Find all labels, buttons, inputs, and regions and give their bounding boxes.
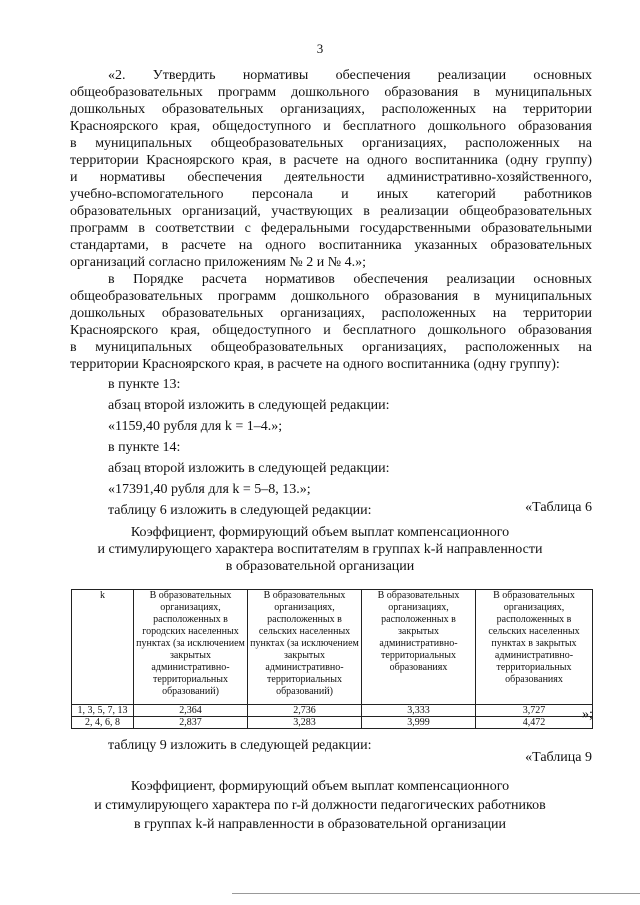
table9-title-line-1: Коэффициент, формирующий объем выплат компенсационного xyxy=(130,779,510,794)
table6-label: «Таблица 6 xyxy=(525,500,592,515)
para2-line-6: территории Красноярского края, в расчете на одного воспитанника (одну группу): xyxy=(70,357,560,372)
para1-line-7: и нормативы обеспечения деятельности административно-хозяйственного, xyxy=(70,170,592,185)
edit-line-7: таблицу 6 изложить в следующей редакции: xyxy=(108,503,372,518)
table6-header-zato-urban: В образовательных организациях, расположенных в закрытых административно-территориальных образованиях xyxy=(362,590,476,705)
para1-line-3: дошкольных образовательных организациях, расположенных на территории xyxy=(70,102,592,117)
table6-title-line-1: Коэффициент, формирующий объем выплат компенсационного xyxy=(130,525,510,540)
table6-header-row xyxy=(72,590,593,705)
para2-line-2: общеобразовательных программ дошкольного образования в муниципальных xyxy=(70,289,592,304)
para1-line-8: учебно-вспомогательного персонала и иных категорий работников xyxy=(70,187,592,202)
para1-line-1: «2. Утвердить нормативы обеспечения реализации основных xyxy=(108,68,592,83)
table6-cell: 2,837 xyxy=(134,717,248,729)
para1-line-4: Красноярского края, общедоступного и бесплатного дошкольного образования xyxy=(70,119,592,134)
table9-label: «Таблица 9 xyxy=(525,750,592,765)
table9-intro: таблицу 9 изложить в следующей редакции: xyxy=(108,738,372,753)
edit-line-2: абзац второй изложить в следующей редакции: xyxy=(108,398,390,413)
para1-line-9: образовательных организаций, участвующих в реализации общеобразовательных xyxy=(70,204,592,219)
edit-line-4: в пункте 14: xyxy=(108,440,181,455)
table6-title-line-3: в образовательной организации xyxy=(225,559,415,574)
table6-header-urban: В образовательных организациях, расположенных в городских населенных пунктах (за исключением закрытых административно-территориальных образований) xyxy=(134,590,248,705)
para1-line-10: программ в соответствии с федеральными государственными образовательными xyxy=(70,221,592,236)
table6-cell: 2,364 xyxy=(134,705,248,717)
table6-header-rural: В образовательных организациях, расположенных в сельских населенных пунктах (за исключением закрытых административно-территориальных образований) xyxy=(248,590,362,705)
table6 xyxy=(71,589,593,729)
table6-title-line-2: и стимулирующего характера воспитателям в группах k-й направленности xyxy=(97,542,543,557)
table6-cell: 4,472 xyxy=(476,717,593,729)
table6-header-zato-rural: В образовательных организациях, расположенных в сельских населенных пунктах в закрытых административно-территориальных образованиях xyxy=(476,590,593,705)
para2-line-3: дошкольных образовательных организациях, расположенных на территории xyxy=(70,306,592,321)
table9-title-line-3: в группах k-й направленности в образовательной организации xyxy=(133,817,507,832)
table6-cell: 3,999 xyxy=(362,717,476,729)
table6-closing-mark: »; xyxy=(582,707,593,722)
table6-cell: 1, 3, 5, 7, 13 xyxy=(72,705,134,717)
para1-line-12: организаций согласно приложениям № 2 и № 4.»; xyxy=(70,255,367,270)
para2-line-4: Красноярского края, общедоступного и бесплатного дошкольного образования xyxy=(70,323,592,338)
page-number: 3 xyxy=(316,41,324,56)
table9-title-line-2: и стимулирующего характера по r-й должности педагогических работников xyxy=(94,798,546,813)
edit-line-6: «17391,40 рубля для k = 5–8, 13.»; xyxy=(108,482,311,497)
table6-cell: 3,727 xyxy=(476,705,593,717)
table6-header-k: k xyxy=(72,590,134,705)
para2-line-1: в Порядке расчета нормативов обеспечения реализации основных xyxy=(108,272,592,287)
table6-cell: 3,333 xyxy=(362,705,476,717)
para1-line-5: в муниципальных общеобразовательных организациях, расположенных на xyxy=(70,136,592,151)
edit-line-3: «1159,40 рубля для k = 1–4.»; xyxy=(108,419,283,434)
table6-cell: 2,736 xyxy=(248,705,362,717)
table-row xyxy=(72,705,593,717)
footer-divider xyxy=(232,893,640,894)
table-row xyxy=(72,717,593,729)
edit-line-5: абзац второй изложить в следующей редакции: xyxy=(108,461,390,476)
table6-cell: 3,283 xyxy=(248,717,362,729)
para1-line-2: общеобразовательных программ дошкольного образования в муниципальных xyxy=(70,85,592,100)
table6-cell: 2, 4, 6, 8 xyxy=(72,717,134,729)
para2-line-5: в муниципальных общеобразовательных организациях, расположенных на xyxy=(70,340,592,355)
edit-line-1: в пункте 13: xyxy=(108,377,181,392)
para1-line-11: стандартами, в расчете на одного воспитанника указанных образовательных xyxy=(70,238,592,253)
para1-line-6: территории Красноярского края, в расчете на одного воспитанника (одну группу) xyxy=(70,153,592,168)
